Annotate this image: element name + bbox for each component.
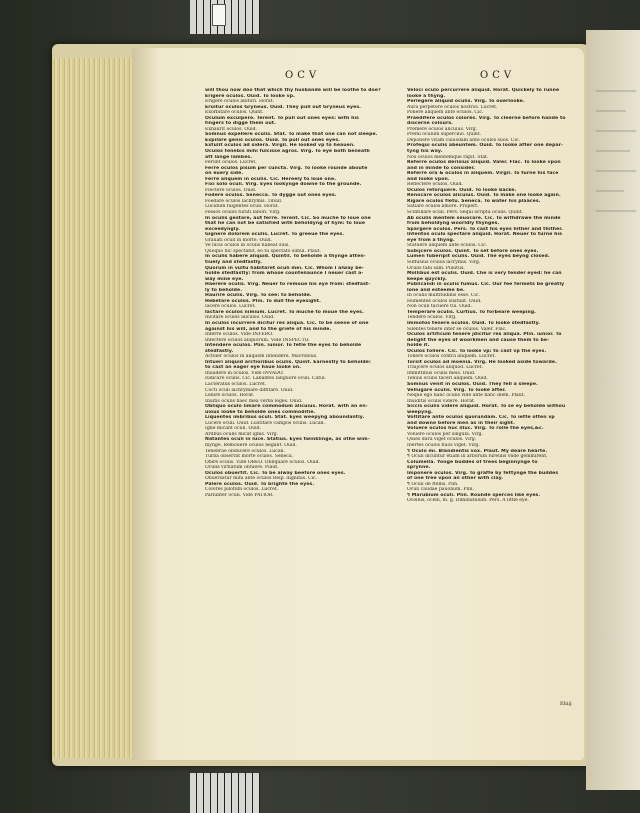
text-line: discerne colours. bbox=[407, 121, 454, 127]
text-line: Infectere oculos aliquorum. Vide INSPECTO. bbox=[205, 337, 310, 343]
text-line: Referre ora & oculos in aliquem. Virgil. To turne his face bbox=[407, 171, 559, 177]
text-line: Ferre oculos pisum per cuncta. Virg. To looke rounde aboute bbox=[205, 165, 368, 171]
text-line: Renocare oculos alicuius. Ouid. To make one looke again. bbox=[407, 193, 561, 199]
text-line: Igne micant oculi. Ouid. bbox=[205, 426, 262, 432]
running-head-right: OCV bbox=[480, 70, 516, 81]
text-line: In oculos incurrere dicitur res aliqua. Cic. To be seene of one bbox=[205, 320, 369, 326]
text-line: to cast an eager eye haue looke on. bbox=[205, 365, 302, 371]
text-line: keepe quyckly. bbox=[407, 276, 447, 282]
text-line: Expilare genis oculos. Ouid. To pull out ones eyes. bbox=[205, 137, 341, 143]
text-line: Obuersatur mihi ante oculos Reip. dignitas. Cic. bbox=[205, 476, 318, 482]
text-line: Ab oculis mentem seuocare. Cic. To withdrawe the minde bbox=[407, 215, 561, 221]
text-line: Obliquo oculo limare commodum alicuius. Horat. with an en- bbox=[205, 404, 368, 410]
text-line: Turba obserrat morte oculos. Seneca. bbox=[205, 454, 294, 460]
text-line: Tollere oculos contra aliquem. Lucret. bbox=[407, 354, 496, 360]
running-head-left: OCV bbox=[285, 70, 321, 81]
text-line: ¶ Marubium oculi. Plin. Rounde sperces like eyes. bbox=[407, 492, 541, 498]
text-line: Erigere oculos abituri. Horat. bbox=[205, 99, 274, 105]
text-line: Somnus expellere oculis. Stat. To make that one can not sleepe. bbox=[205, 132, 378, 138]
text-line: Praedifere oculos colores. Virg. To cleerne before hande to bbox=[407, 115, 566, 121]
text-line: Oculi caudae pauonum. Plin. bbox=[407, 487, 474, 493]
text-line: Tenebrae obducere oculos. Lucan. bbox=[205, 448, 285, 454]
text-line: Imponere oculos. Virg. To graffe by fettynge the buddes bbox=[407, 470, 559, 476]
text-line: Fodere oculos. Senecca. To dygge out ones eyes. bbox=[205, 193, 337, 199]
text-line: Hebetare oculos. Plin. To dull the eyesight. bbox=[205, 298, 321, 304]
text-line: Perlegere aliquid oculis. Virg. To ouerlooke. bbox=[407, 99, 525, 105]
text-line: Humentes oculos sustulit. Ouid. bbox=[407, 298, 482, 304]
text-line: Intendere oculos. Plin. iunior. To fetle the eyes to beholde bbox=[205, 343, 362, 349]
text-line: mynge. Remouere oculos negant. Ouid. bbox=[205, 443, 297, 448]
text-line: and downe before men as in their sight. bbox=[407, 420, 515, 426]
text-line: Natantes oculi in luce. Statius. Eyes twinklinge, as othe wim- bbox=[205, 437, 370, 443]
text-line: Exhaurit oculos. Ouid. bbox=[205, 126, 257, 132]
text-line: Palere oculos. Ouid. To brighte the eyes. bbox=[205, 481, 315, 487]
text-line: fingers to digge them out. bbox=[205, 121, 276, 127]
text-line: Fixi solo oculi. Virg. Eyes lookynge downe to the grounde. bbox=[205, 182, 362, 188]
text-line: Tenuis oculis taceri aliquem. Ouid. bbox=[407, 376, 488, 382]
text-line: and looke vpon. bbox=[407, 176, 450, 182]
text-line: Tendere oculos. Virg. bbox=[407, 315, 457, 321]
text-line: uious looke to beholde ones commoditie. bbox=[205, 409, 316, 415]
text-line: delight the eyes of woorkmen and cause them to be- bbox=[407, 337, 550, 343]
text-line: Lucidum fulgentes oculi. Horat. bbox=[205, 204, 280, 210]
text-line: Ocellus, ocelli, m. g. Diminutiuum. Pers. A little eye. bbox=[407, 498, 529, 504]
text-line: Traijcere oculos aliquod. Lucret. bbox=[407, 365, 483, 371]
text-line: Rigare oculos fletu. Seneca. To water his plaaces. bbox=[407, 198, 541, 204]
text-line: Reflectere oculos. Ouid. bbox=[407, 182, 463, 188]
text-line: Actiuer oculos in aliquem intendere. Macrobius. bbox=[205, 354, 318, 360]
text-line: Oculos retorquere. Ouid. To looke backe. bbox=[407, 187, 517, 193]
text-line: Veloci oculo percurrere aliquid. Horat. Quickely to runne bbox=[407, 88, 560, 93]
text-line: Colores pilotum oculos. Lucret. bbox=[205, 487, 279, 493]
text-line: Eruitur oculos Gryneus. Ouid. They pull out Gryneus eyes. bbox=[205, 104, 362, 110]
text-line: Inuiditis oculis videre. Horat. bbox=[407, 398, 476, 404]
text-line: Profequi oculis abeuntem. Ouid. To looke after one depar- bbox=[407, 143, 564, 149]
text-line: Siccis oculis videre aliquid. Horat. To se ey beholde withou bbox=[407, 404, 566, 410]
text-line: Temperare oculis. Curtius. To forbeare weeping. bbox=[407, 309, 537, 315]
text-line: on euery side. bbox=[205, 171, 244, 177]
text-line: weepyng. bbox=[407, 409, 433, 415]
text-line: Pariunter oculi. Vide PATIOR. bbox=[205, 492, 274, 498]
text-line: Oculis tabi sam. Plautus. bbox=[407, 265, 465, 271]
text-line: Erigere oculos. Ouid. To looke vp. bbox=[205, 93, 295, 99]
text-line: Publicandi in oculis fumus. Cic. Our fee fermets be greatly bbox=[407, 282, 565, 288]
text-line: Somnus venit in oculos. Ouid. They fell a sleepe. bbox=[407, 381, 538, 387]
text-line: way mine eye. bbox=[205, 276, 244, 282]
text-line: Oculum exculpere. Terent. To pull out ones eyes: with his bbox=[205, 115, 359, 121]
text-line: Iactare oculos nimium. Lucret. To muche to moue the eyes. bbox=[205, 309, 364, 315]
text-line: Oculos tenebis mihi fulcisse agros. Virg. To eye both beneath bbox=[205, 149, 370, 155]
text-line: Referre oculos derisius aliquid. Valer. Flac. To looke vpon bbox=[407, 160, 561, 166]
text-line: Iacere oculos. Lucret. bbox=[205, 304, 256, 310]
text-line: Foedare oculos lachrymis. Tibull. bbox=[205, 198, 283, 204]
text-line: Extulit oculos ad sidera. Virgil. He looked vp to heauen. bbox=[205, 143, 356, 149]
text-line: Quies dura viget oculos. Virg. bbox=[407, 437, 477, 443]
text-line: Inuitis oculis haec mea verba leges. Ouid. bbox=[205, 398, 303, 404]
text-line: Aura perpetere oculos nostros. Lucret. bbox=[407, 104, 498, 110]
text-line: that he can not be satisfied with beholdyng of hym: to loue bbox=[205, 221, 366, 227]
text-line: tiuely and stedfastly. bbox=[205, 259, 263, 265]
signature-mark: Ehiij bbox=[560, 701, 572, 707]
text-line: Lenire oculos. Horat. bbox=[205, 393, 255, 399]
text-line: stedfastly. bbox=[205, 348, 234, 354]
text-line: against his will, and to the griefe of his minde. bbox=[205, 326, 332, 332]
text-line: Subijcere oculos. Quint. To set before ones eyes. bbox=[407, 248, 539, 254]
text-line: In oculis multitudinis esse. Cic. bbox=[407, 293, 480, 299]
text-line: Non oculi tacuere tui. Ouid. bbox=[407, 304, 472, 310]
text-line: from beholdyng woorldly thynges. bbox=[407, 221, 500, 227]
text-line: Vellugare oculis. Virg. To looke after. bbox=[407, 387, 507, 393]
text-line: Fessos oculos furati labori. Virg. bbox=[205, 210, 281, 216]
text-line: Liquentes imbribus oculi. Stat. Eyes weepyng aboundantly. bbox=[205, 415, 365, 421]
text-line: Ferre aliquem in oculis. Cic. Hereely to loue one. bbox=[205, 176, 337, 182]
text-line: ¶ Oculo mi. Blandientis vox. Plaut. My deare hearte. bbox=[407, 448, 548, 454]
text-line: Torsit oculos ad moenia. Virg. He looked aside towarde. bbox=[407, 359, 557, 365]
text-line: and in minde to consider. bbox=[407, 165, 476, 171]
text-line: Oculis virtiatum obtuere. Plaut. bbox=[205, 465, 279, 471]
text-line: ¶ Oculi de ftellis. Plin. bbox=[407, 481, 459, 487]
text-line: sprynne. bbox=[407, 465, 431, 471]
text-line: Nox oculos mentémque rapit. Stat. bbox=[407, 154, 489, 160]
text-line: Obire oculis. Vide OBEO. Obliquare oculos. Ouid. bbox=[205, 459, 320, 465]
text-line: will thou now doo that which thy husbande will be loothe to doe? bbox=[205, 88, 381, 93]
text-line: Spargere oculos. Pers. To cast his eyes hither and thither. bbox=[407, 226, 563, 232]
text-line: Immotos tenere oculos. Ouid. To looke stedfastly. bbox=[407, 320, 541, 326]
text-line: Lucere oculi. Ouid. Lustitare campos oculis. Lucan. bbox=[205, 420, 325, 426]
text-line: Ponere aliquem ante oculos. Cic. bbox=[407, 110, 484, 116]
text-line: Inferre oculos. Vide INFERO. bbox=[205, 332, 274, 338]
text-line: Quoquo hic spectabit, eo tu spectato simul. Plaut. bbox=[205, 248, 321, 254]
text-line: Oculos obuertit. Cic. To be alway beefore ones eyes. bbox=[205, 470, 346, 476]
text-line: Intentos oculo spectare aliquid. Horat. Neuer to turne his bbox=[407, 232, 563, 238]
text-line: exceedyngly. bbox=[205, 226, 240, 232]
text-line: eye from a thyng. bbox=[407, 237, 455, 243]
text-line: ly to beholde. bbox=[205, 287, 243, 293]
text-line: Gignere dolorem oculis. Lucret. To greeue the eyes. bbox=[205, 232, 345, 238]
text-column-right bbox=[407, 88, 597, 504]
text-line: Haurire oculis. Virg. To see: to beholde. bbox=[205, 293, 312, 299]
text-line: Ferunt oculos. Lucret. bbox=[205, 160, 257, 166]
text-line: Oculos tollere. Cic. To looke vp: to cast vp the eyes. bbox=[407, 348, 547, 354]
text-line: Oculos artificum tenere jdicitur res aliqua. Plin. iunior. To bbox=[407, 332, 562, 338]
text-line: Haerere oculis. Virg. Neuer to remoue his eye from: stedfast- bbox=[205, 282, 371, 288]
text-line: In oculis habere aliquid. Quintil. To beholde a thynge atten- bbox=[205, 254, 366, 260]
text-line: Incitare oculos alicuius. Ouid. bbox=[205, 315, 275, 321]
text-line: att lange lambes. bbox=[205, 154, 253, 160]
text-line: Voluere oculos huc illuc. Virg. To rolle the eyes,&c. bbox=[407, 426, 544, 432]
text-line: looke a thyng. bbox=[407, 93, 446, 99]
text-line: holde it. bbox=[407, 343, 430, 349]
scale-ruler-bottom bbox=[190, 773, 260, 813]
text-line: ¶ Oculi dicuntur etiam in arborum fureulis vnde gemmirent. bbox=[407, 454, 548, 460]
text-line: lone and esteeme be. bbox=[407, 287, 465, 293]
text-line: holde stedfastly: from whose countenaunce I neuer cast a- bbox=[205, 271, 364, 277]
text-line: Premi oculum supercilio. Quint. bbox=[407, 132, 482, 138]
text-line: Scintillare oculi. Pers. Sequi scripta oculis. Quint. bbox=[407, 210, 523, 216]
text-line: Deponere vitam cuiusdam ante oculos suos. Cic. bbox=[407, 137, 520, 143]
text-line: Immittibus oculis meis. Ouid. bbox=[407, 370, 476, 376]
text-line: Intueri aliquid arctioribus oculis. Quint. Earnestly to beholde: bbox=[205, 359, 371, 365]
text-line: Flectere oculos. Ouid. bbox=[205, 187, 257, 193]
text-line: Quorum in vultu habitaret oculi mei. Cic. Whom I alway be- bbox=[205, 265, 364, 271]
text-line: Cocti oculi lachrymare diffitare. Ouid. bbox=[205, 387, 294, 393]
text-line: Ardbus oculis micat ignis. Virg. bbox=[205, 431, 279, 437]
text-line: Grauati oculi in morte. Ouid. bbox=[205, 237, 273, 243]
text-line: Statuere aliquem ante oculos. Cic. bbox=[407, 243, 488, 249]
text-line: Neque ego hanc oculis vide ante hanc diem. Plaut. bbox=[407, 393, 526, 399]
text-line: In oculis gestare, aut ferre. Terent. Cic. So muche to loue one bbox=[205, 215, 371, 221]
text-line: Voltitare ante oculos quorundam. Cic. To iette often vp bbox=[407, 415, 555, 421]
text-line: Iudicare oculis. Cic. Labantes languore oculi. Catul. bbox=[205, 376, 327, 382]
book-fore-edge bbox=[52, 58, 132, 758]
text-line: of one tree vpon an other with clay. bbox=[407, 476, 504, 482]
text-line: Lumen fuberipit oculis. Ouid. The eyes beyng closed. bbox=[407, 254, 550, 260]
text-line: Columella. Yonge buddes of trees beginnynge to bbox=[407, 459, 538, 465]
text-column-left bbox=[205, 88, 395, 498]
text-line: Mollibus est oculis. Ouid. Che is very tender eyed: he can bbox=[407, 271, 562, 277]
text-line: Exorbitare oculos. Quint. bbox=[205, 110, 264, 116]
text-line: Inertes oculos fluos viget. Virg. bbox=[407, 443, 480, 448]
text-line: Silentes tenere inter se oculos. Valer. Flac. bbox=[407, 326, 507, 332]
text-line: Lacteratus oculos. Lucret. bbox=[205, 381, 267, 387]
text-line: Ve lucis oculos in oculis habeat suis. bbox=[205, 243, 290, 249]
ruler-marker bbox=[212, 4, 226, 26]
text-line: Premere oculos alicuius. Virg. bbox=[407, 126, 478, 132]
text-line: tyng his way. bbox=[407, 149, 443, 155]
text-line: Voluere oculos per singula. Virg. bbox=[407, 431, 483, 437]
text-line: Satiare oculos amore. Propert. bbox=[407, 204, 479, 210]
text-line: Inuadere in oculos. Vide INVADO. bbox=[205, 370, 284, 376]
text-line: Suffusius oculos lacrymis. Virg. bbox=[407, 259, 481, 265]
